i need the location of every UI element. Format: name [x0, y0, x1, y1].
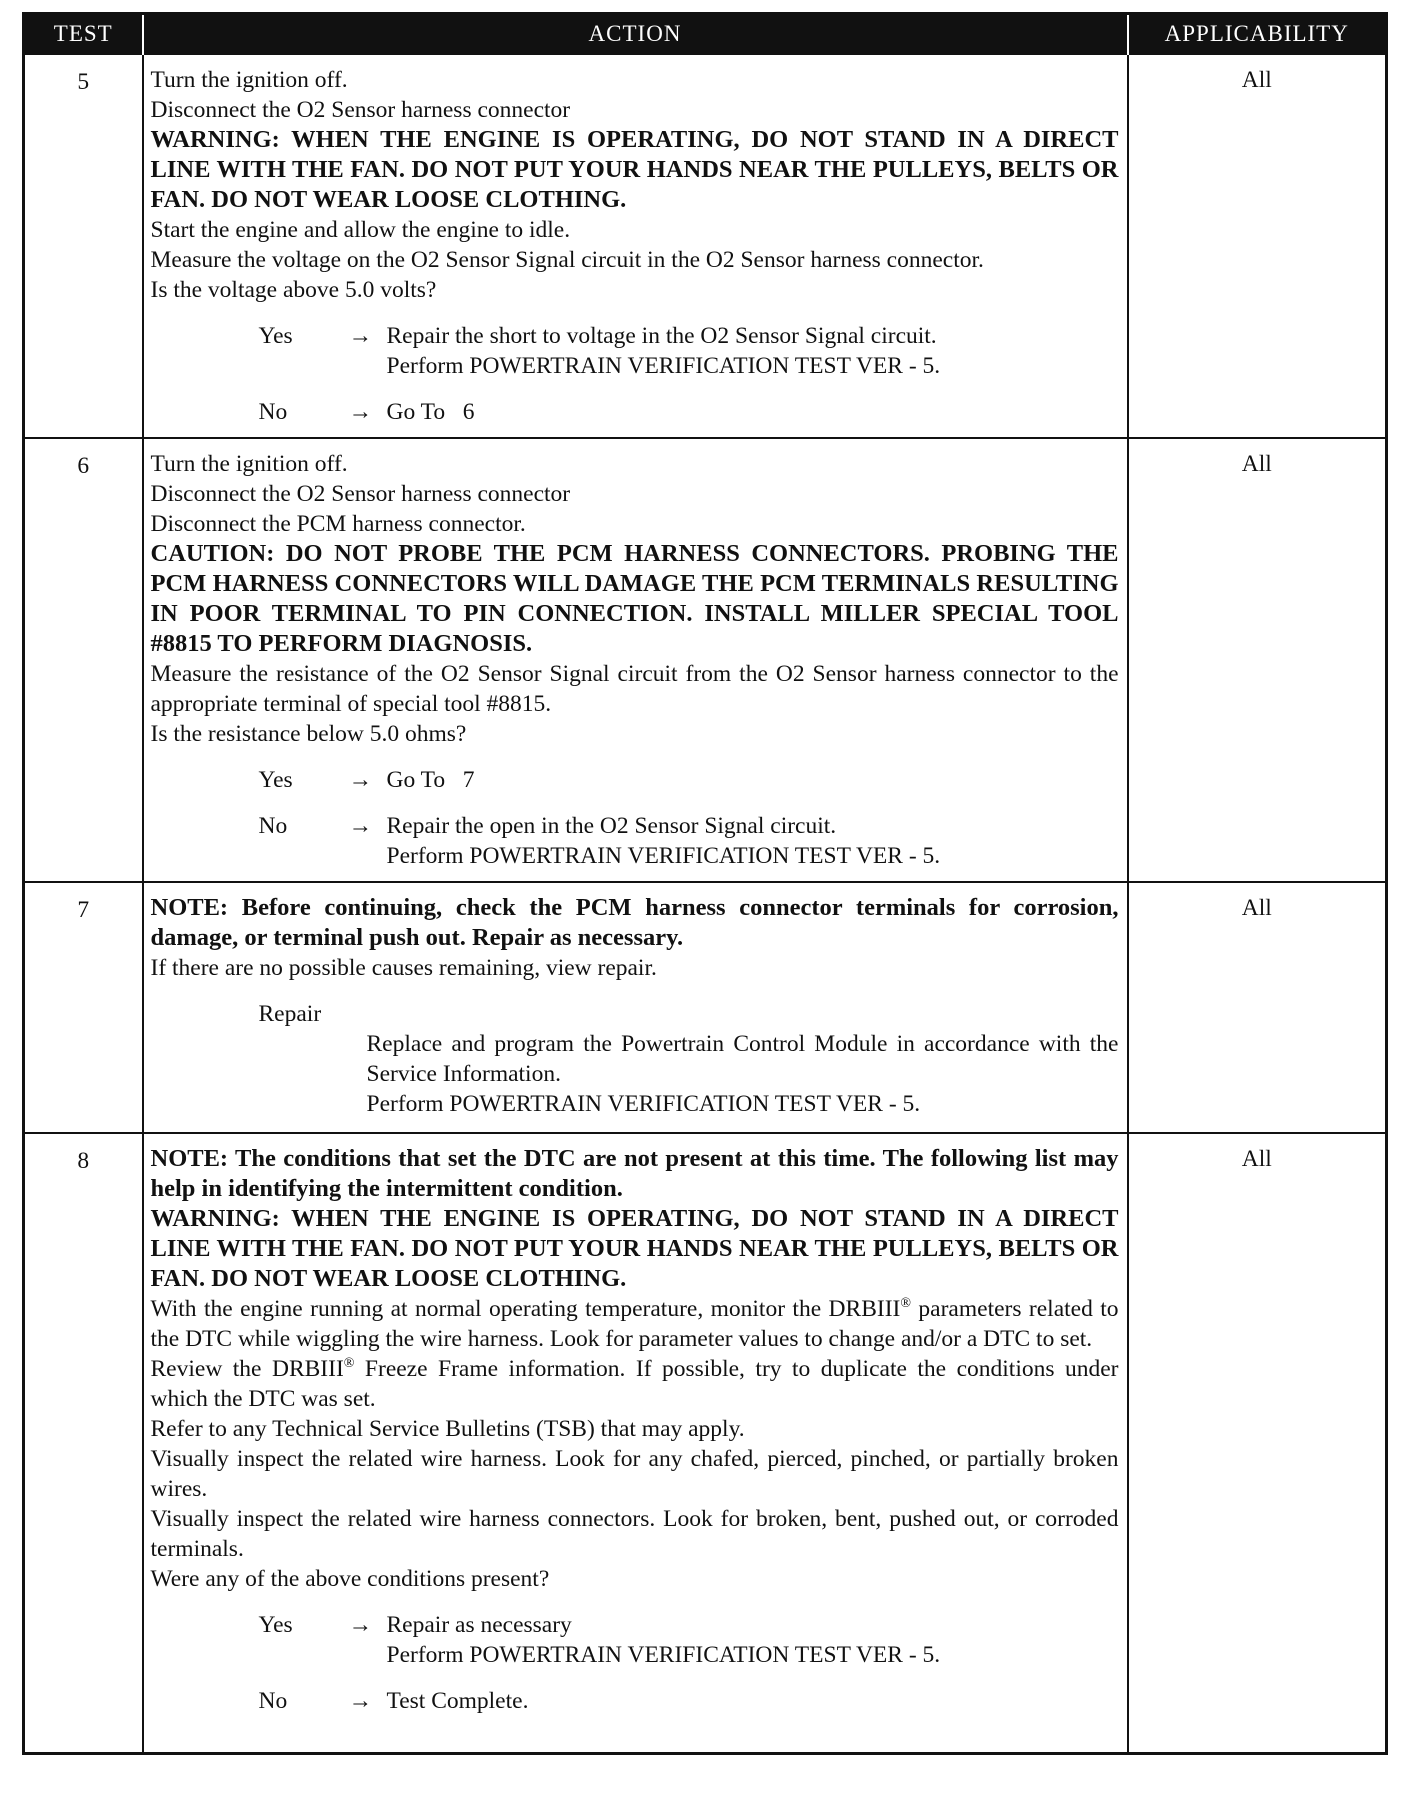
- action-line: Disconnect the PCM harness connector.: [150, 511, 526, 537]
- applicability-value: All: [1128, 882, 1387, 1133]
- branch-text: Repair the short to voltage in the O2 Sensor Signal circuit.: [386, 323, 937, 349]
- branch-text: Go To 6: [386, 399, 475, 425]
- action-line: Disconnect the O2 Sensor harness connector: [150, 481, 571, 507]
- table-row-test-6: [24, 438, 1387, 882]
- action-line: [151, 1294, 1119, 1354]
- yes-label: Yes: [258, 767, 293, 793]
- action-line: Turn the ignition off.: [150, 67, 348, 93]
- no-branch: [151, 811, 1119, 871]
- arrow-right-icon: →: [348, 813, 372, 839]
- no-label: No: [258, 399, 288, 425]
- action-line: Turn the ignition off.: [150, 451, 348, 477]
- action-cell: [143, 438, 1128, 882]
- table-row-test-7: [24, 882, 1387, 1133]
- action-line: Visually inspect the related wire harness. Look for any chafed, pierced, pinched, or partially broken wires.: [150, 1446, 1119, 1502]
- action-line-part: parameters related to the DTC while wiggling the wire harness. Look for parameter values to change and/or a DTC to set.: [150, 1296, 1119, 1352]
- caution-text: CAUTION: DO NOT PROBE THE PCM HARNESS CONNECTORS. PROBING THE PCM HARNESS CONNECTORS WILL DAMAGE THE PCM TERMINALS RESULTING IN POOR TERMINAL TO PIN CONNECTION. INSTALL MILLER SPECIAL TOOL #8815 TO PERFORM DIAGNOSIS.: [150, 540, 1119, 657]
- warning-text: WARNING: WHEN THE ENGINE IS OPERATING, DO NOT STAND IN A DIRECT LINE WITH THE FAN. DO NOT PUT YOUR HANDS NEAR THE PULLEYS, BELTS OR FAN. DO NOT WEAR LOOSE CLOTHING.: [150, 126, 1119, 213]
- branch-text: Perform POWERTRAIN VERIFICATION TEST VER - 5.: [386, 843, 941, 869]
- test-number: 5: [24, 54, 143, 438]
- header-action: ACTION: [143, 14, 1128, 55]
- branch-text: Go To 7: [386, 767, 475, 793]
- branch-text: Perform POWERTRAIN VERIFICATION TEST VER - 5.: [386, 1642, 941, 1668]
- no-label: No: [258, 1688, 288, 1714]
- repair-text: Perform POWERTRAIN VERIFICATION TEST VER - 5.: [366, 1091, 921, 1117]
- yes-label: Yes: [258, 323, 293, 349]
- action-cell: [143, 1133, 1128, 1753]
- branch-text: Repair as necessary: [386, 1612, 572, 1638]
- action-cell: [143, 882, 1128, 1133]
- action-line-part: Review the DRBIII: [150, 1356, 344, 1382]
- action-line: Disconnect the O2 Sensor harness connector: [150, 97, 571, 123]
- repair-label: Repair: [258, 1001, 322, 1027]
- test-number: 6: [24, 438, 143, 882]
- note-text: NOTE: The conditions that set the DTC are not present at this time. The following list may help in identifying the intermittent condition.: [150, 1145, 1119, 1202]
- registered-mark: ®: [343, 1356, 355, 1372]
- note-text: NOTE: Before continuing, check the PCM harness connector terminals for corrosion, damage, or terminal push out. Repair as necessary.: [150, 894, 1119, 951]
- action-line: If there are no possible causes remaining, view repair.: [150, 955, 657, 981]
- table-row-test-8: [24, 1133, 1387, 1753]
- no-branch: [151, 1686, 1119, 1716]
- warning-text: WARNING: WHEN THE ENGINE IS OPERATING, DO NOT STAND IN A DIRECT LINE WITH THE FAN. DO NOT PUT YOUR HANDS NEAR THE PULLEYS, BELTS OR FAN. DO NOT WEAR LOOSE CLOTHING.: [150, 1205, 1119, 1292]
- repair-text: Replace and program the Powertrain Control Module in accordance with the Service Information.: [366, 1031, 1119, 1087]
- applicability-value: All: [1128, 54, 1387, 438]
- action-line: Visually inspect the related wire harness connectors. Look for broken, bent, pushed out, or corroded terminals.: [150, 1506, 1119, 1562]
- applicability-value: All: [1128, 438, 1387, 882]
- branch-text: Repair the open in the O2 Sensor Signal circuit.: [386, 813, 837, 839]
- test-number: 8: [24, 1133, 143, 1753]
- header-test: TEST: [24, 14, 143, 55]
- no-branch: [151, 397, 1119, 427]
- applicability-value: All: [1128, 1133, 1387, 1753]
- table-row-test-5: [24, 54, 1387, 438]
- no-label: No: [258, 813, 288, 839]
- registered-mark: ®: [900, 1296, 911, 1312]
- action-line: Start the engine and allow the engine to idle.: [150, 217, 571, 243]
- arrow-right-icon: →: [348, 767, 372, 793]
- header-applicability: APPLICABILITY: [1128, 14, 1387, 55]
- branch-text: Perform POWERTRAIN VERIFICATION TEST VER - 5.: [386, 353, 941, 379]
- action-line-part: Freeze Frame information. If possible, try to duplicate the conditions under which the DTC was set.: [150, 1356, 1119, 1412]
- yes-branch: [151, 1610, 1119, 1670]
- question-text: Were any of the above conditions present?: [150, 1566, 550, 1592]
- action-line-part: With the engine running at normal operating temperature, monitor the DRBIII: [150, 1296, 901, 1322]
- diagnostic-test-table: [22, 12, 1388, 1755]
- action-line: Measure the voltage on the O2 Sensor Signal circuit in the O2 Sensor harness connector.: [150, 247, 984, 273]
- arrow-right-icon: →: [348, 323, 372, 349]
- action-cell: [143, 54, 1128, 438]
- yes-label: Yes: [258, 1612, 293, 1638]
- arrow-right-icon: →: [348, 1688, 372, 1714]
- question-text: Is the voltage above 5.0 volts?: [150, 277, 437, 303]
- question-text: Is the resistance below 5.0 ohms?: [150, 721, 467, 747]
- table-header-row: [24, 14, 1387, 55]
- action-line: Refer to any Technical Service Bulletins (TSB) that may apply.: [150, 1416, 745, 1442]
- action-line: [151, 1354, 1119, 1414]
- yes-branch: [151, 321, 1119, 381]
- arrow-right-icon: →: [348, 1612, 372, 1638]
- yes-branch: [151, 765, 1119, 795]
- arrow-right-icon: →: [348, 399, 372, 425]
- branch-text: Test Complete.: [386, 1688, 529, 1714]
- repair-branch: [151, 999, 1119, 1119]
- action-line: Measure the resistance of the O2 Sensor Signal circuit from the O2 Sensor harness connector to the appropriate terminal of special tool #8815.: [150, 661, 1119, 717]
- test-number: 7: [24, 882, 143, 1133]
